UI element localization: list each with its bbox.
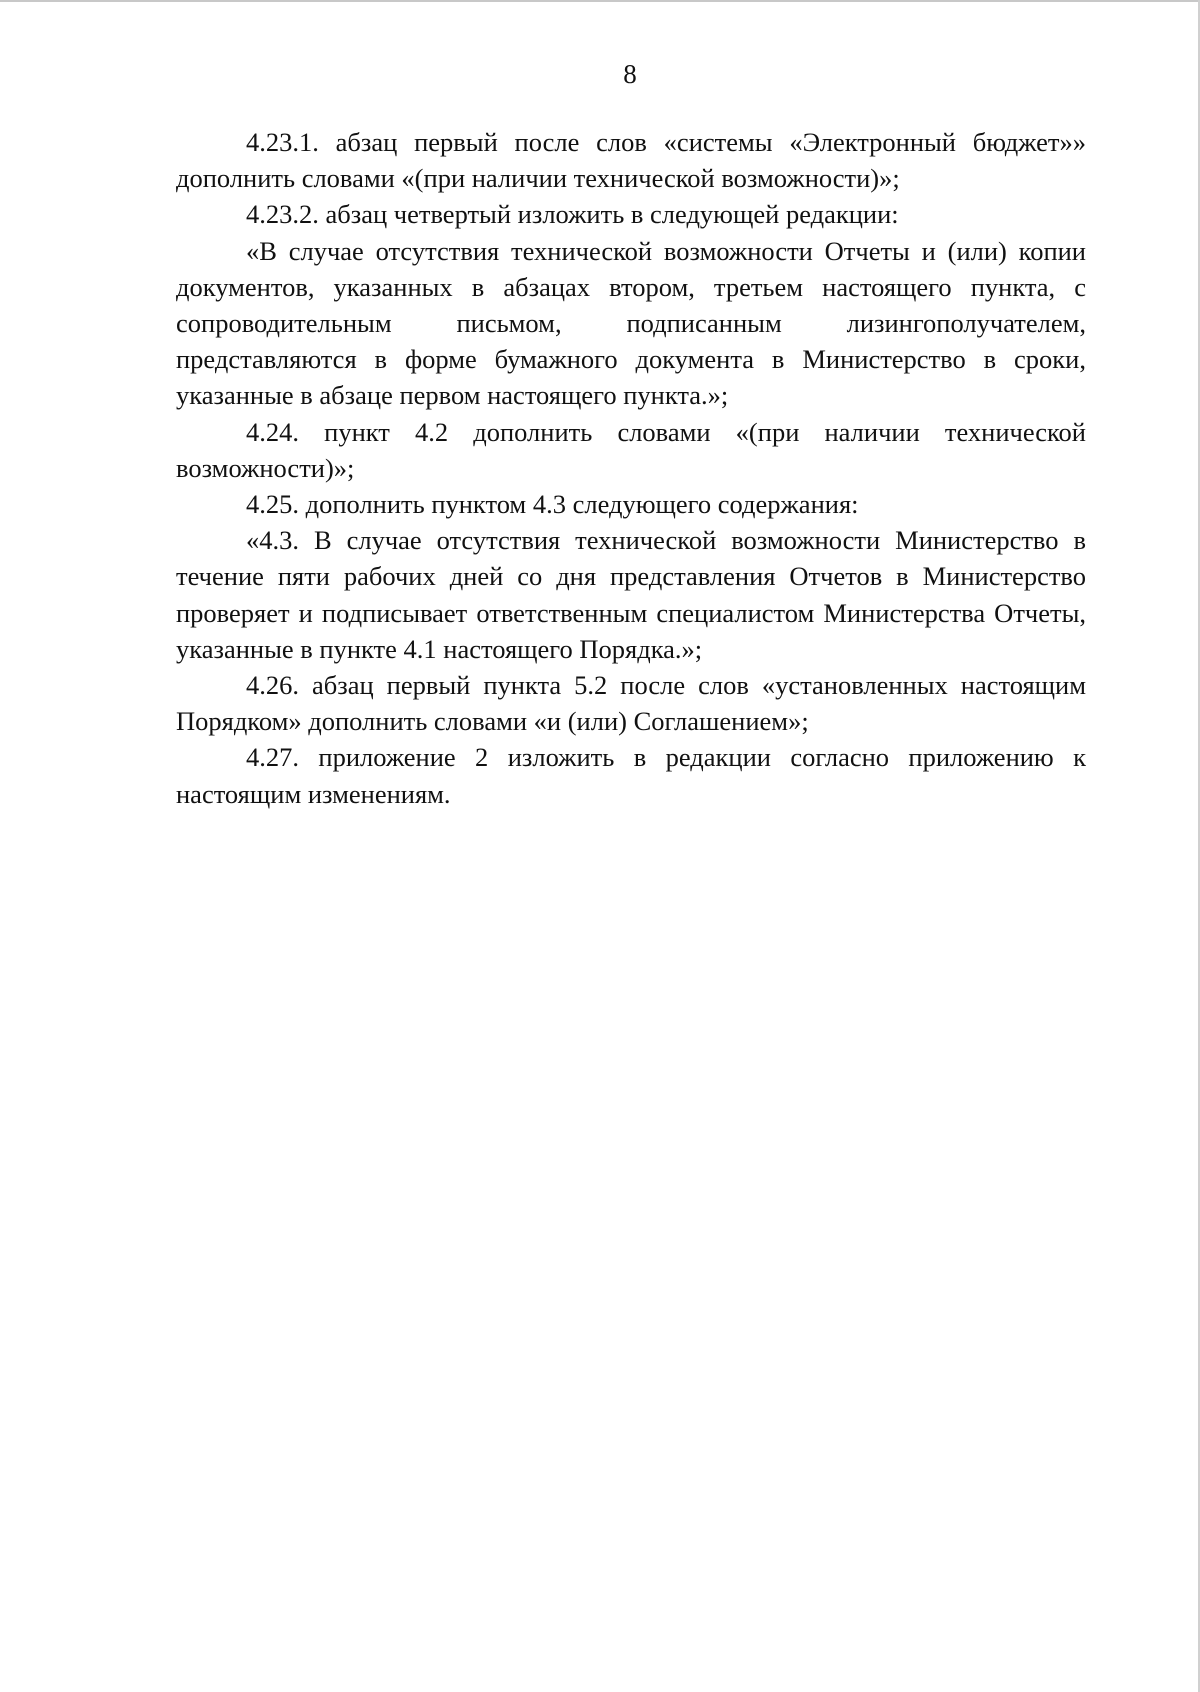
paragraph-4-25-quote: «4.3. В случае отсутствия технической возможности Министерство в течение пяти рабочих дней со дня представления Отчетов в Министерство проверяет и подписывает ответственным специалистом Министерства Отчеты, указанные в пункте 4.1 настоящего Порядка.»; (176, 525, 1086, 664)
paragraph-4-23-2-quote: «В случае отсутствия технической возможности Отчеты и (или) копии документов, указанных в абзацах втором, третьем настоящего пункта, с сопроводительным письмом, подписанным лизингополучателем, представляются в форме бумажного документа в Министерство в сроки, указанные в абзаце первом настоящего пункта.»; (176, 235, 1086, 411)
scan-edge-top (0, 0, 1200, 2)
paragraph-4-26: 4.26. абзац первый пункта 5.2 после слов «установленных настоящим Порядком» дополнить словами «и (или) Соглашением»; (176, 670, 1086, 737)
paragraph-4-23-2: 4.23.2. абзац четвертый изложить в следующей редакции: (246, 199, 899, 230)
paragraph-4-23-1: 4.23.1. абзац первый после слов «системы «Электронный бюджет»» дополнить словами «(при наличии технической возможности)»; (176, 127, 1086, 194)
paragraph-4-27: 4.27. приложение 2 изложить в редакции согласно приложению к настоящим изменениям. (176, 742, 1086, 809)
document-body (176, 124, 1086, 812)
page-number: 8 (623, 59, 637, 89)
paragraph-4-25: 4.25. дополнить пунктом 4.3 следующего содержания: (246, 489, 859, 520)
paragraph-4-24: 4.24. пункт 4.2 дополнить словами «(при наличии технической возможности)»; (176, 416, 1086, 483)
